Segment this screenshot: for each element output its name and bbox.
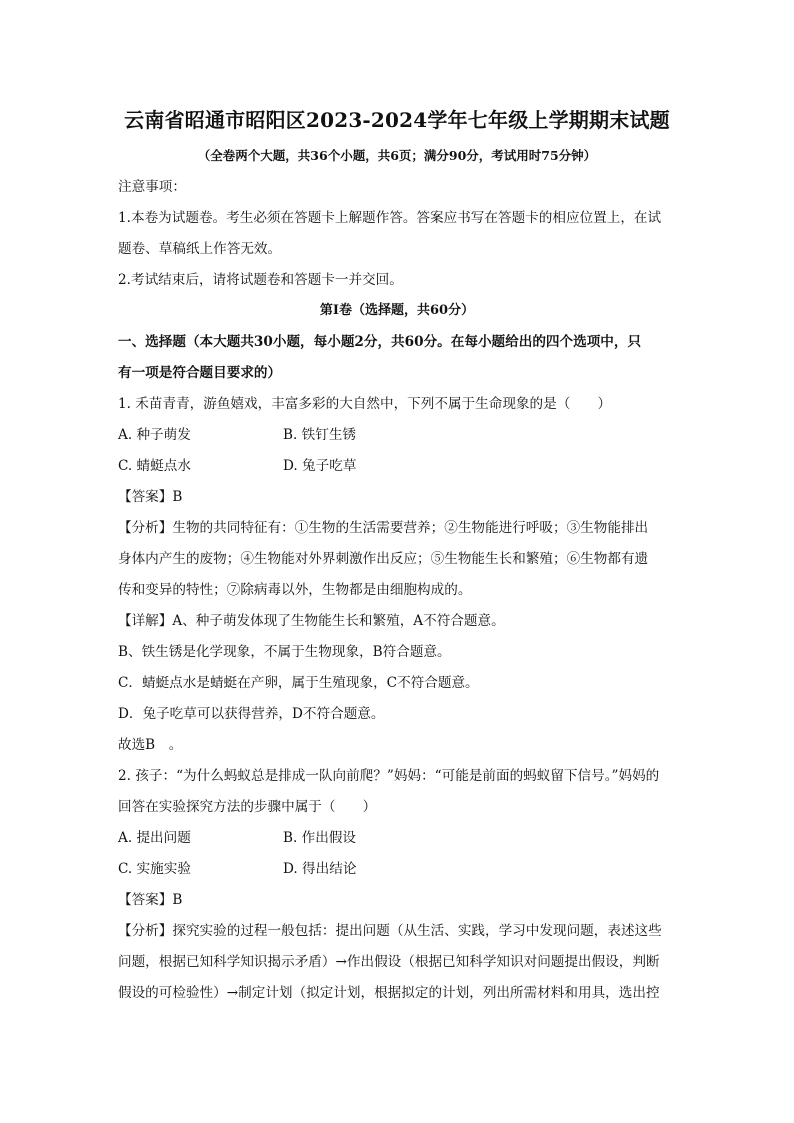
notice-item-2: 2.考试结束后，请将试题卷和答题卡一并交回。 (118, 272, 403, 288)
question-2-analysis-line-2: 问题，根据已知科学知识揭示矛盾）→作出假设（根据已知科学知识对问题提出假设，判断 (118, 954, 660, 970)
question-2-option-d: D. 得出结论 (283, 861, 357, 877)
question-1-option-a: A. 种子萌发 (118, 427, 191, 443)
question-1-option-b: B. 铁钉生锈 (283, 427, 357, 443)
section-title: 第Ⅰ卷（选择题，共60分） (319, 303, 475, 318)
notice-item-1-line-2: 题卷、草稿纸上作答无效。 (118, 241, 282, 257)
question-1-detail-line-3: C．蜻蜓点水是蜻蜓在产卵，属于生殖现象，C不符合题意。 (118, 675, 479, 691)
question-2-option-b: B. 作出假设 (283, 830, 357, 846)
question-1-conclusion: 故选B 。 (118, 737, 183, 753)
notice-item-1-line-1: 1.本卷为试题卷。考生必须在答题卡上解题作答。答案应书写在答题卡的相应位置上，在试 (118, 210, 662, 226)
question-1-stem: 1. 禾苗青青，游鱼嬉戏，丰富多彩的大自然中，下列不属于生命现象的是（ ） (118, 396, 612, 412)
question-1-detail-line-2: B、铁生锈是化学现象，不属于生物现象，B符合题意。 (118, 644, 451, 660)
question-2-analysis-line-3: 假设的可检验性）→制定计划（拟定计划，根据拟定的计划，列出所需材料和用具，选出控 (118, 985, 660, 1001)
document-title: 云南省昭通市昭阳区2023-2024学年七年级上学期期末试题 (124, 108, 670, 132)
part1-instruction-line-2: 有一项是符合题目要求的） (118, 365, 282, 381)
question-2-analysis-line-1: 【分析】探究实验的过程一般包括：提出问题（从生活、实践，学习中发现问题，表述这些 (118, 923, 662, 939)
question-1-answer: 【答案】B (118, 489, 183, 505)
question-2-answer: 【答案】B (118, 892, 183, 908)
question-2-option-c: C. 实施实验 (118, 861, 191, 877)
part1-instruction-line-1: 一、选择题（本大题共30小题，每小题2分，共60分。在每小题给出的四个选项中，只 (118, 334, 642, 350)
question-1-option-d: D. 兔子吃草 (283, 458, 357, 474)
question-1-analysis-line-3: 传和变异的特性；⑦除病毒以外，生物都是由细胞构成的。 (118, 582, 472, 598)
question-1-analysis-line-1: 【分析】生物的共同特征有：①生物的生活需要营养；②生物能进行呼吸；③生物能排出 (118, 520, 649, 536)
document-subtitle: （全卷两个大题，共36个小题，共6页；满分90分，考试用时75分钟） (197, 148, 597, 163)
question-1-analysis-line-2: 身体内产生的废物；④生物能对外界刺激作出反应；⑤生物能生长和繁殖；⑥生物都有遗 (118, 551, 649, 567)
question-1-option-c: C. 蜻蜓点水 (118, 458, 191, 474)
question-2-option-a: A. 提出问题 (118, 830, 191, 846)
notice-heading: 注意事项： (118, 179, 186, 195)
question-1-detail-line-1: 【详解】A、种子萌发体现了生物能生长和繁殖，A不符合题意。 (118, 613, 505, 629)
question-1-detail-line-4: D．兔子吃草可以获得营养，D不符合题意。 (118, 706, 385, 722)
question-2-stem-line-2: 回答在实验探究方法的步骤中属于（ ） (118, 799, 377, 815)
question-2-stem-line-1: 2. 孩子：“为什么蚂蚁总是排成一队向前爬？”妈妈：“可能是前面的蚂蚁留下信号。”妈妈的 (118, 768, 660, 784)
